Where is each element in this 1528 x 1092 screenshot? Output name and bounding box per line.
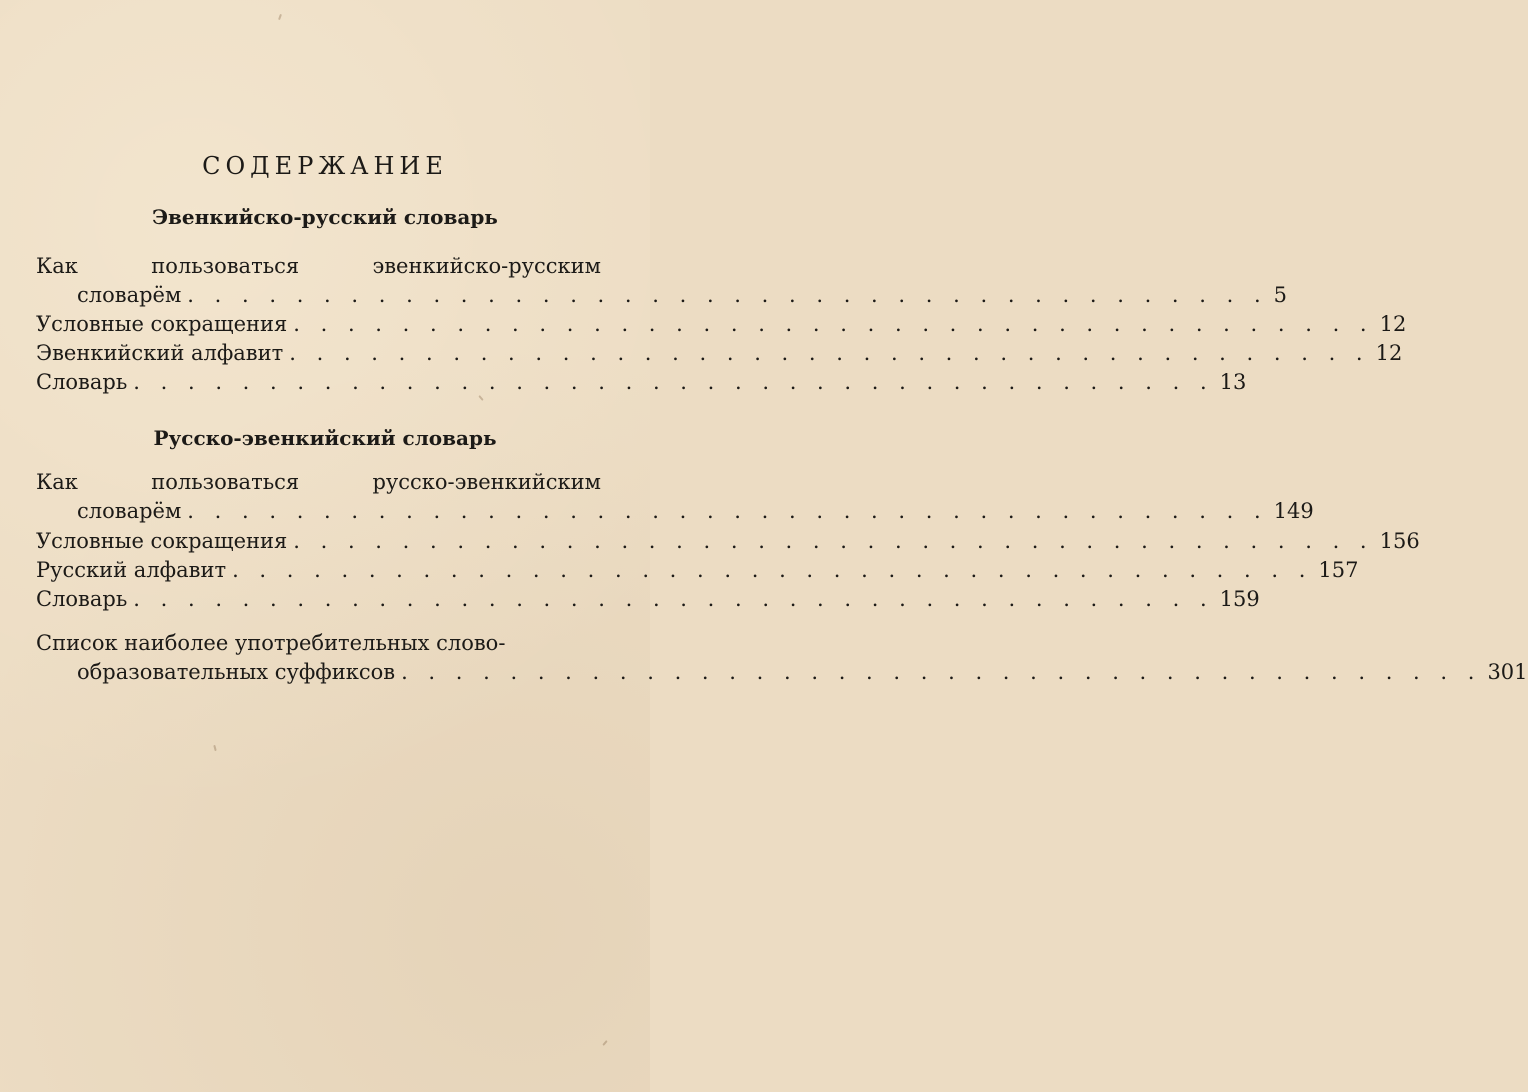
entry-title: Словарь [36,370,128,394]
entry-word: пользоваться [151,470,300,494]
entry-title: словарём [77,283,182,307]
toc-entry-suffixes[interactable] [36,629,1528,687]
section-heading-evenki-russian: Эвенкийско-русский словарь [152,205,498,229]
leader-dots: . . . . . . . . . . . . . . . . . . . . . . . . . . . . . . . . . . . . . . . . [187,283,1268,307]
entry-title: Эвенкийский алфавит [36,341,284,365]
entry-word: эвенкийско-русским [372,254,601,278]
leader-dots: . . . . . . . . . . . . . . . . . . . . . . . . . . . . . . . . . . . . . . . . [133,587,1214,611]
paper-fleck [213,745,216,751]
entry-word: пользоваться [151,254,300,278]
page-number: 5 [1273,283,1288,307]
entry-title: словарём [77,499,182,523]
leader-dots: . . . . . . . . . . . . . . . . . . . . . . . . . . . . . . . . . . . . . . . . [232,558,1313,582]
page-number: 12 [1379,312,1407,336]
entry-title: Список наиболее употребительных слово- [36,631,506,655]
leader-dots: . . . . . . . . . . . . . . . . . . . . . . . . . . . . . . . . . . . . . . . . [293,312,1374,336]
entry-title: Условные сокращения [36,529,288,553]
page-number: 12 [1375,341,1403,365]
entry-word: Как [36,470,78,494]
toc-entry-dictionary[interactable] [36,585,1260,614]
leader-dots: . . . . . . . . . . . . . . . . . . . . . . . . . . . . . . . . . . . . . . . . [133,370,1214,394]
leader-dots: . . . . . . . . . . . . . . . . . . . . . . . . . . . . . . . . . . . . . . . . [289,341,1370,365]
leader-dots: . . . . . . . . . . . . . . . . . . . . . . . . . . . . . . . . . . . . . . . . [401,660,1482,684]
toc-entry-abbreviations[interactable] [36,527,1420,556]
toc-entry-dictionary[interactable] [36,368,1247,397]
toc-entry-how-to-use[interactable] [36,252,1288,310]
toc-entry-russian-alphabet[interactable] [36,556,1359,585]
leader-dots: . . . . . . . . . . . . . . . . . . . . . . . . . . . . . . . . . . . . . . . . [293,529,1374,553]
page-number: 159 [1219,587,1260,611]
page-number: 301 [1487,660,1528,684]
page-number: 149 [1273,499,1314,523]
section-heading-russian-evenki: Русско-эвенкийский словарь [153,426,497,450]
leader-dots: . . . . . . . . . . . . . . . . . . . . . . . . . . . . . . . . . . . . . . . . [187,499,1268,523]
paper-fleck [278,14,282,20]
paper-fleck [602,1040,607,1046]
page-number: 156 [1379,529,1420,553]
page-number: 13 [1219,370,1247,394]
entry-title: Словарь [36,587,128,611]
entry-word: русско-эвенкийским [372,470,601,494]
contents-title: СОДЕРЖАНИЕ [202,152,448,180]
page-number: 157 [1318,558,1359,582]
toc-entry-abbreviations[interactable] [36,310,1407,339]
entry-title: Русский алфавит [36,558,227,582]
entry-word: Как [36,254,78,278]
entry-title: Условные сокращения [36,312,288,336]
toc-entry-evenki-alphabet[interactable] [36,339,1403,368]
toc-entry-how-to-use[interactable] [36,468,1314,526]
entry-title: образовательных суффиксов [77,660,396,684]
